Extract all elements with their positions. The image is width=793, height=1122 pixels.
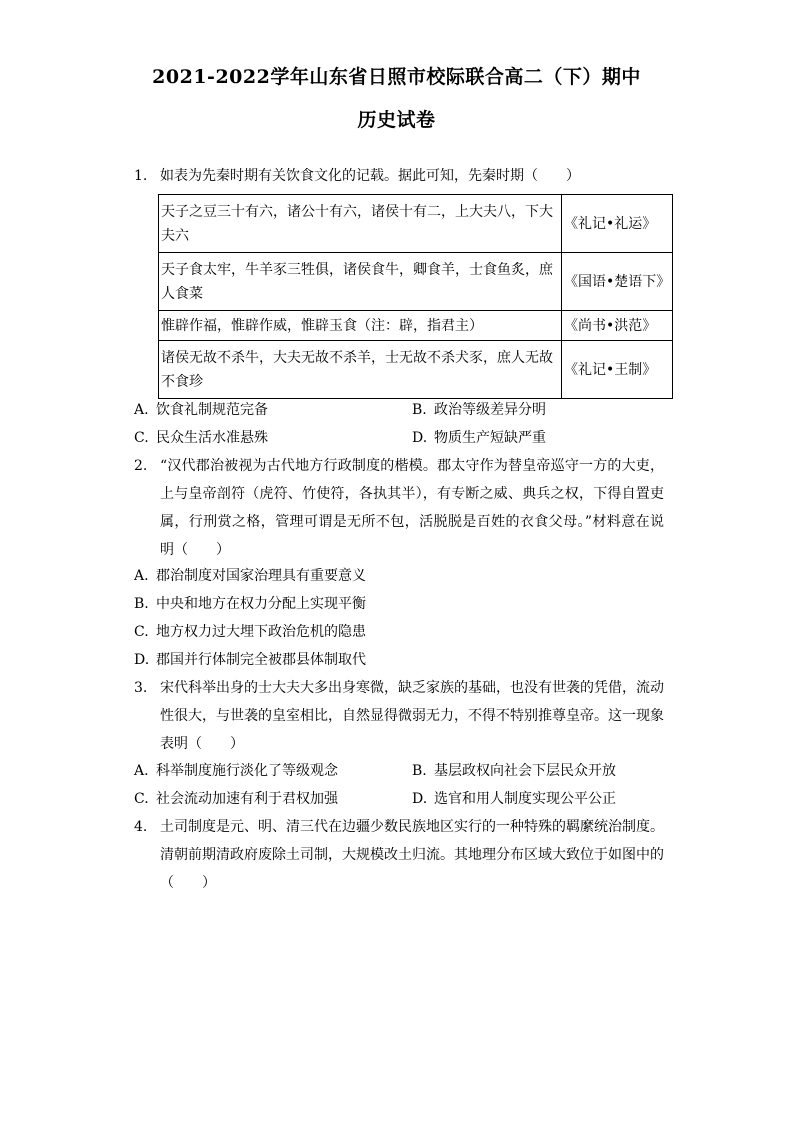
option-d[interactable]: D. 郡国并行体制完全被郡县体制取代 <box>134 652 366 668</box>
table-cell-text: 天子之豆三十有六，诸公十有六，诸侯十有二，上大夫八，下大夫六 <box>159 195 562 253</box>
question-1 <box>134 162 664 190</box>
exam-title: 2021-2022学年山东省日照市校际联合高二（下）期中 <box>152 66 641 88</box>
option-b[interactable]: B. 政治等级差异分明 <box>412 402 546 418</box>
table-cell-text: 天子食太牢，牛羊豕三牲俱，诸侯食牛，卿食羊，士食鱼炙，庶人食菜 <box>159 253 562 311</box>
table-cell-source: 《尚书•洪范》 <box>562 311 673 341</box>
question-number: 1. <box>134 168 148 184</box>
table-row <box>159 195 673 253</box>
option-c[interactable]: C. 地方权力过大埋下政治危机的隐患 <box>134 624 366 640</box>
table-row <box>159 341 673 399</box>
option-a[interactable]: A. 科举制度施行淡化了等级观念 <box>134 763 338 779</box>
option-c[interactable]: C. 民众生活水准悬殊 <box>134 430 268 446</box>
question-stem: 宋代科举出身的士大夫大多出身寒微，缺乏家族的基础，也没有世袭的凭借，流动性很大，与世袭的皇室相比，自然显得微弱无力，不得不特别推尊皇帝。这一现象表明（ ） <box>160 680 664 752</box>
table-cell-source: 《礼记•礼运》 <box>562 195 673 253</box>
question-3 <box>134 674 664 758</box>
option-a[interactable]: A. 郡治制度对国家治理具有重要意义 <box>134 568 366 584</box>
exam-subtitle: 历史试卷 <box>357 109 436 131</box>
table-row <box>159 311 673 341</box>
option-b[interactable]: B. 中央和地方在权力分配上实现平衡 <box>134 596 366 612</box>
question-stem: 土司制度是元、明、清三代在边疆少数民族地区实行的一种特殊的羁縻统治制度。清朝前期清政府废除土司制，大规模改土归流。其地理分布区域大致位于如图中的（ ） <box>160 819 664 891</box>
table-cell-text: 诸侯无故不杀牛，大夫无故不杀羊，士无故不杀犬豕，庶人无故不食珍 <box>159 341 562 399</box>
question-2 <box>134 452 664 564</box>
source-table <box>158 194 673 399</box>
option-a[interactable]: A. 饮食礼制规范完备 <box>134 402 268 418</box>
question-stem: 如表为先秦时期有关饮食文化的记载。据此可知，先秦时期（ ） <box>160 168 580 184</box>
question-stem: “汉代郡治被视为古代地方行政制度的楷模。郡太守作为替皇帝巡守一方的大吏，上与皇帝剖符（虎符、竹使符，各执其半），有专断之威、典兵之权，下得自置吏属，行刑赏之格，管理可谓是无所不包，活脱脱是百姓的衣食父母。”材料意在说明（ ） <box>160 458 664 558</box>
table-cell-text: 惟辟作福，惟辟作威，惟辟玉食（注：辟，指君主） <box>159 311 562 341</box>
option-c[interactable]: C. 社会流动加速有利于君权加强 <box>134 791 338 807</box>
question-4 <box>134 813 664 897</box>
question-number: 3. <box>134 680 148 696</box>
option-b[interactable]: B. 基层政权向社会下层民众开放 <box>412 763 616 779</box>
question-number: 2. <box>134 458 148 474</box>
table-cell-source: 《国语•楚语下》 <box>562 253 673 311</box>
table-row <box>159 253 673 311</box>
option-d[interactable]: D. 物质生产短缺严重 <box>412 430 546 446</box>
question-number: 4. <box>134 819 148 835</box>
option-d[interactable]: D. 选官和用人制度实现公平公正 <box>412 791 616 807</box>
table-cell-source: 《礼记•王制》 <box>562 341 673 399</box>
